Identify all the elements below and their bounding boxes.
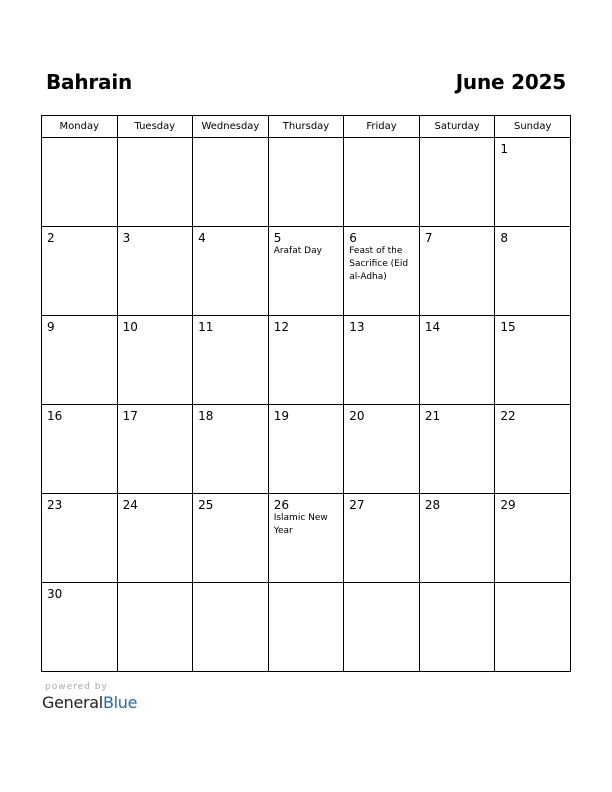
brand-general-text: General bbox=[42, 693, 103, 712]
day-cell bbox=[42, 227, 118, 316]
day-cell bbox=[42, 138, 118, 227]
day-number: 14 bbox=[424, 320, 441, 334]
month-year-title: June 2025 bbox=[455, 70, 566, 94]
calendar-grid bbox=[41, 115, 571, 672]
day-cell bbox=[117, 138, 193, 227]
day-cell bbox=[344, 227, 420, 316]
weekday-sunday: Sunday bbox=[495, 116, 571, 138]
week-row bbox=[42, 494, 571, 583]
holiday-label: Islamic New Year bbox=[273, 513, 328, 536]
day-cell bbox=[117, 583, 193, 672]
day-cell bbox=[117, 227, 193, 316]
day-cell bbox=[117, 316, 193, 405]
weekday-friday: Friday bbox=[344, 116, 420, 138]
day-cell bbox=[495, 227, 571, 316]
day-number: 5 bbox=[273, 231, 282, 245]
day-number: 30 bbox=[47, 587, 63, 601]
day-number: 13 bbox=[349, 320, 365, 334]
day-cell bbox=[268, 316, 344, 405]
day-cell bbox=[495, 138, 571, 227]
powered-by-label: powered by bbox=[45, 682, 108, 692]
weekday-monday: Monday bbox=[42, 116, 118, 138]
day-number: 18 bbox=[198, 409, 214, 423]
day-cell bbox=[268, 583, 344, 672]
day-cell bbox=[193, 583, 269, 672]
holiday-label: Arafat Day bbox=[273, 246, 322, 256]
day-number: 11 bbox=[198, 320, 214, 334]
day-cell bbox=[268, 138, 344, 227]
day-cell bbox=[344, 405, 420, 494]
day-number: 8 bbox=[500, 231, 509, 245]
day-number: 12 bbox=[273, 320, 289, 334]
day-cell bbox=[193, 494, 269, 583]
day-cell bbox=[495, 316, 571, 405]
day-number: 25 bbox=[198, 498, 214, 512]
powered-by-footer bbox=[42, 682, 137, 712]
day-cell bbox=[419, 583, 495, 672]
day-cell bbox=[495, 494, 571, 583]
day-cell bbox=[42, 583, 118, 672]
day-cell bbox=[344, 138, 420, 227]
day-cell bbox=[344, 494, 420, 583]
generalblue-logo[interactable] bbox=[42, 693, 137, 712]
day-cell bbox=[495, 583, 571, 672]
day-cell bbox=[42, 316, 118, 405]
day-number: 20 bbox=[349, 409, 365, 423]
day-cell bbox=[193, 316, 269, 405]
weekday-wednesday: Wednesday bbox=[193, 116, 269, 138]
country-title: Bahrain bbox=[46, 70, 133, 94]
day-cell bbox=[42, 494, 118, 583]
holiday-label: Feast of the Sacrifice (Eid al-Adha) bbox=[349, 246, 409, 282]
day-number: 9 bbox=[47, 320, 55, 334]
week-row bbox=[42, 316, 571, 405]
day-number: 4 bbox=[198, 231, 206, 245]
weekday-header-row bbox=[42, 116, 571, 138]
day-number: 3 bbox=[122, 231, 131, 245]
calendar-header bbox=[46, 70, 566, 98]
day-cell bbox=[419, 138, 495, 227]
day-number: 22 bbox=[500, 409, 516, 423]
day-cell bbox=[495, 405, 571, 494]
brand-blue-text: Blue bbox=[102, 693, 138, 712]
day-number: 16 bbox=[47, 409, 63, 423]
day-cell bbox=[419, 227, 495, 316]
week-row bbox=[42, 227, 571, 316]
day-cell bbox=[344, 316, 420, 405]
day-number: 1 bbox=[500, 142, 509, 156]
day-number: 29 bbox=[500, 498, 516, 512]
day-number: 23 bbox=[47, 498, 63, 512]
day-number: 17 bbox=[122, 409, 138, 423]
day-number: 21 bbox=[424, 409, 441, 423]
day-cell bbox=[193, 405, 269, 494]
day-cell bbox=[268, 494, 344, 583]
day-number: 27 bbox=[349, 498, 365, 512]
weekday-tuesday: Tuesday bbox=[117, 116, 193, 138]
day-number: 15 bbox=[500, 320, 516, 334]
day-number: 10 bbox=[122, 320, 138, 334]
day-number: 19 bbox=[273, 409, 289, 423]
day-cell bbox=[344, 583, 420, 672]
day-number: 24 bbox=[122, 498, 138, 512]
week-row bbox=[42, 405, 571, 494]
day-number: 2 bbox=[47, 231, 55, 245]
day-cell bbox=[193, 138, 269, 227]
day-cell bbox=[42, 405, 118, 494]
day-cell bbox=[193, 227, 269, 316]
week-row bbox=[42, 138, 571, 227]
day-cell bbox=[268, 405, 344, 494]
weekday-thursday: Thursday bbox=[268, 116, 344, 138]
day-cell bbox=[268, 227, 344, 316]
week-row bbox=[42, 583, 571, 672]
weekday-saturday: Saturday bbox=[419, 116, 495, 138]
day-cell bbox=[117, 405, 193, 494]
day-number: 28 bbox=[424, 498, 441, 512]
day-number: 26 bbox=[273, 498, 289, 512]
day-cell bbox=[419, 316, 495, 405]
day-cell bbox=[117, 494, 193, 583]
day-number: 7 bbox=[424, 231, 433, 245]
day-number: 6 bbox=[349, 231, 357, 245]
day-cell bbox=[419, 494, 495, 583]
day-cell bbox=[419, 405, 495, 494]
